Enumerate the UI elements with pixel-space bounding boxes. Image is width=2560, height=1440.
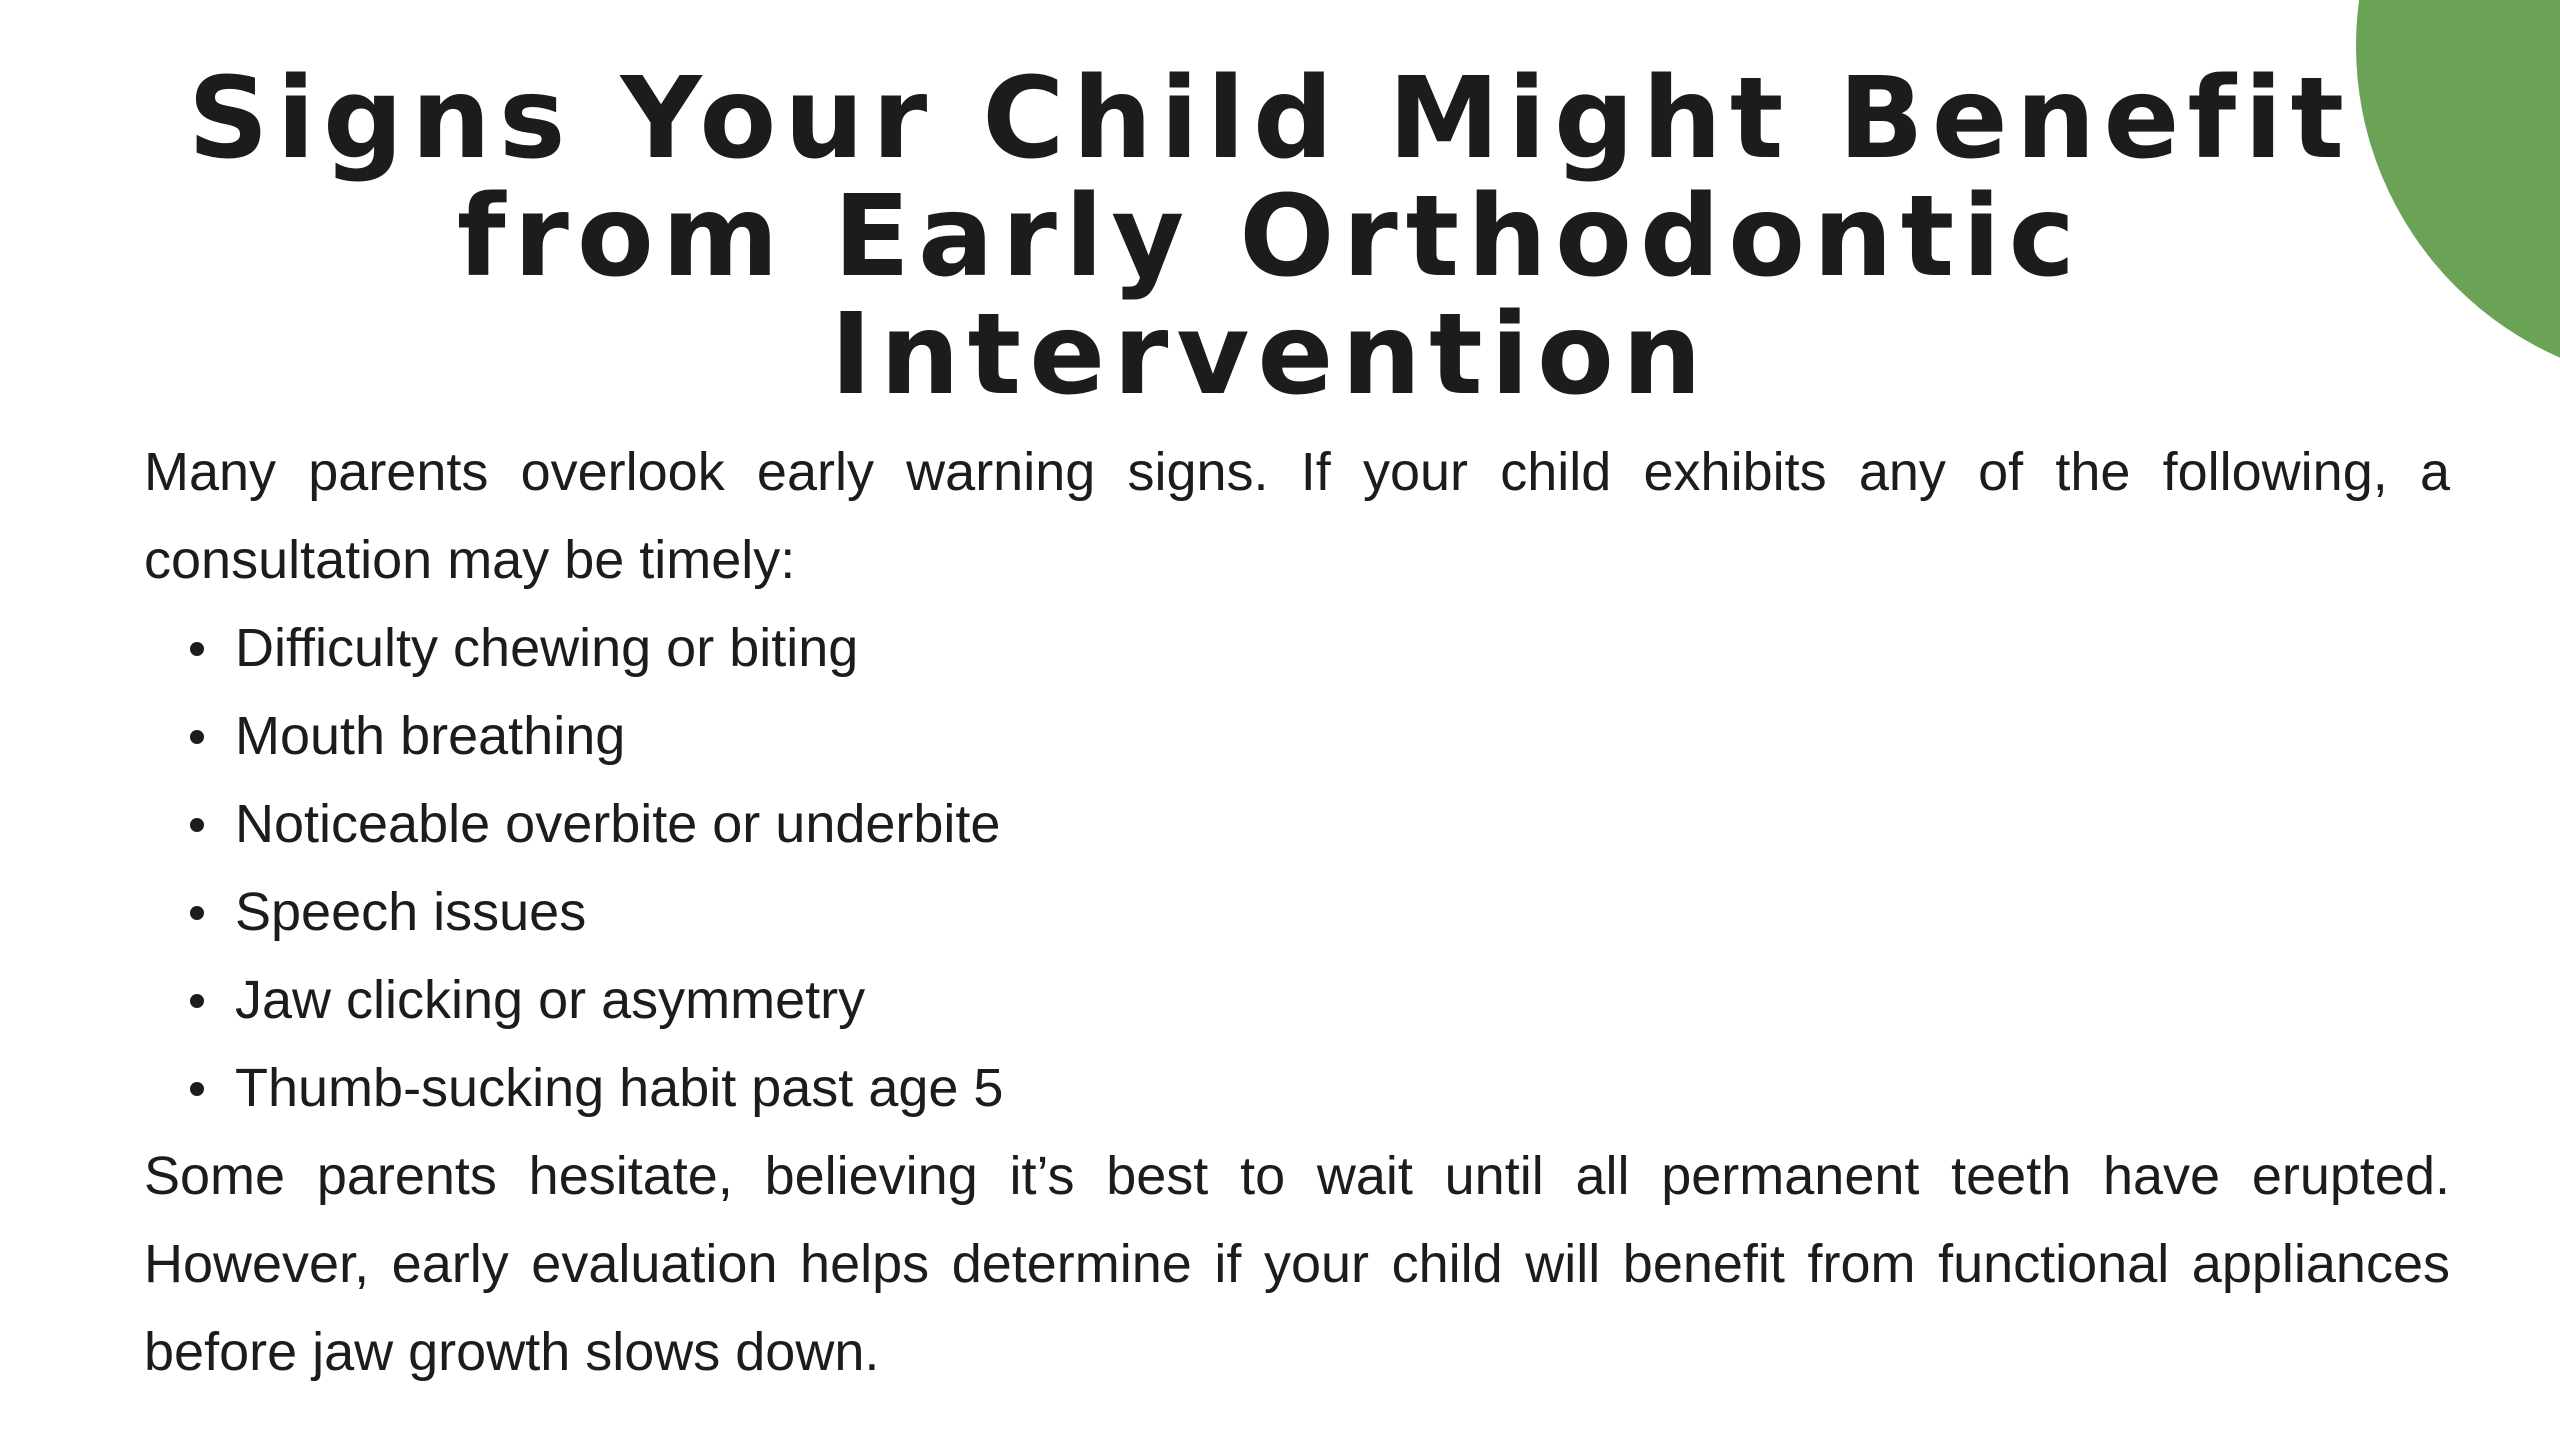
list-item: [144, 692, 1003, 780]
bullet-icon: [190, 818, 204, 832]
list-item-text: Noticeable overbite or underbite: [235, 794, 1001, 854]
list-item-text: Speech issues: [235, 882, 587, 942]
intro-paragraph: Many parents overlook early warning signs. If your child exhibits any of the following, a consultation may be timely:: [144, 442, 2450, 590]
closing-paragraph: Some parents hesitate, believing it’s best to wait until all permanent teeth have erupted. However, early evaluation helps determine if your child will benefit from functional appliances before jaw growth slows down.: [144, 1146, 2450, 1382]
list-item-text: Difficulty chewing or biting: [235, 618, 859, 678]
bullet-icon: [190, 1082, 204, 1096]
bullet-icon: [190, 642, 204, 656]
page-title: Signs Your Child Might Benefit from Early Orthodontic Intervention: [187, 54, 2353, 420]
bullet-icon: [190, 994, 204, 1008]
list-item: [144, 604, 1003, 692]
bullet-icon: [190, 730, 204, 744]
signs-list: [144, 604, 1003, 1132]
list-item: [144, 1044, 1003, 1132]
list-item-text: Jaw clicking or asymmetry: [235, 970, 866, 1030]
list-item-text: Thumb-sucking habit past age 5: [235, 1058, 1004, 1118]
list-item: [144, 868, 1003, 956]
list-item: [144, 956, 1003, 1044]
list-item-text: Mouth breathing: [235, 706, 626, 766]
bullet-icon: [190, 906, 204, 920]
list-item: [144, 780, 1003, 868]
